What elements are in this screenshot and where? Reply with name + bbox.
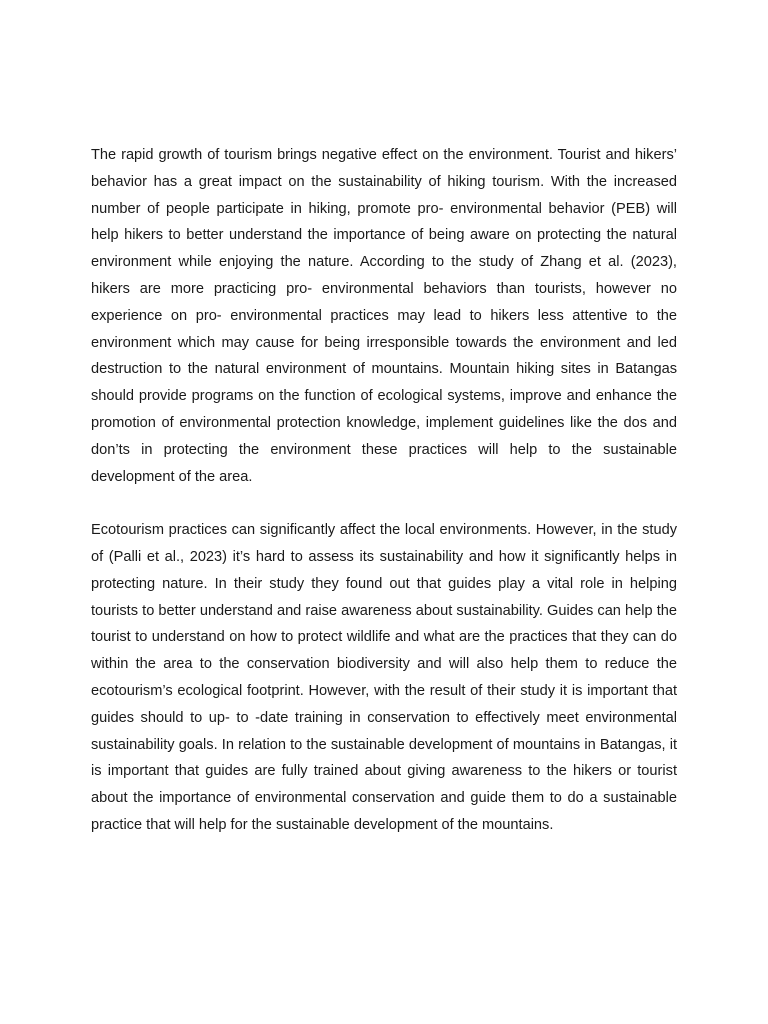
document-body [91,142,677,839]
paragraph-1: The rapid growth of tourism brings negative effect on the environment. Tourist and hikers’ behavior has a great impact on the sustainability of hiking tourism. With the increased number of people participate in hiking, promote pro- environmental behavior (PEB) will help hikers to better understand the importance of being aware on protecting the natural environment while enjoying the nature. According to the study of Zhang et al. (2023), hikers are more practicing pro- environmental behaviors than tourists, however no experience on pro- environmental practices may lead to hikers less attentive to the environment which may cause for being irresponsible towards the environment and led destruction to the natural environment of mountains. Mountain hiking sites in Batangas should provide programs on the function of ecological systems, improve and enhance the promotion of environmental protection knowledge, implement guidelines like the dos and don’ts in protecting the environment these practices will help to the sustainable development of the area. [91,147,677,485]
paragraph-2: Ecotourism practices can significantly affect the local environments. However, in the study of (Palli et al., 2023) it’s hard to assess its sustainability and how it significantly helps in protecting nature. In their study they found out that guides play a vital role in helping tourists to better understand and raise awareness about sustainability. Guides can help the tourist to understand on how to protect wildlife and what are the practices that they can do within the area to the conservation biodiversity and will also help them to reduce the ecotourism’s ecological footprint. However, with the result of their study it is important that guides should to up- to -date training in conservation to effectively meet environmental sustainability goals. In relation to the sustainable development of mountains in Batangas, it is important that guides are fully trained about giving awareness to the hikers or tourist about the importance of environmental conservation and guide them to do a sustainable practice that will help for the sustainable development of the mountains. [91,522,677,833]
